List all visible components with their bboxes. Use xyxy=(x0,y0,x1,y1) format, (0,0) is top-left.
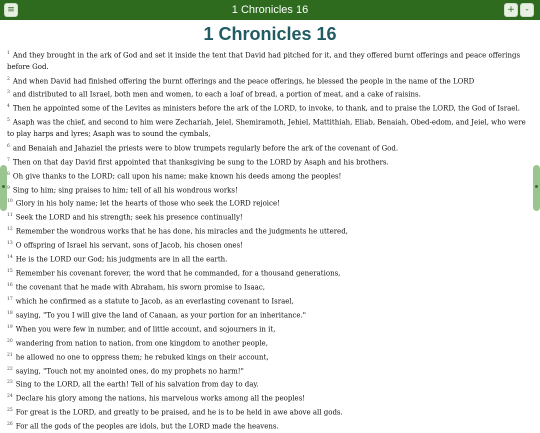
verse xyxy=(7,48,529,74)
verse-number: 3 xyxy=(7,90,10,96)
verse-text: he allowed no one to oppress them; he rebuked kings on their account, xyxy=(15,352,269,361)
chapter-heading: 1 Chronicles 16 xyxy=(203,24,337,44)
verse xyxy=(7,87,529,101)
verse xyxy=(7,280,529,294)
verse xyxy=(7,364,529,378)
verse xyxy=(7,308,529,322)
zoom-out-button[interactable]: - xyxy=(520,3,534,17)
verse xyxy=(7,155,529,169)
verse-text: He is the LORD our God; his judgments are in all the earth. xyxy=(15,255,228,264)
verse-text: When you were few in number, and of little account, and sojourners in it, xyxy=(15,325,276,334)
verse xyxy=(7,183,529,197)
verse xyxy=(7,391,529,405)
verse-number: 5 xyxy=(7,118,10,124)
verse-text: For all the gods of the peoples are idols, but the LORD made the heavens. xyxy=(15,422,279,431)
verse-number: 22 xyxy=(7,366,13,372)
verse-text: Then he appointed some of the Levites as ministers before the ark of the LORD, to invoke, to thank, and to praise the LORD, the God of Israel. xyxy=(12,104,520,113)
verse-number: 11 xyxy=(7,213,13,219)
verse-number: 14 xyxy=(7,255,13,261)
verse xyxy=(7,377,529,391)
verse xyxy=(7,196,529,210)
verse-text: Glory in his holy name; let the hearts of those who seek the LORD rejoice! xyxy=(15,199,280,208)
verse-text: Oh give thanks to the LORD; call upon his name; make known his deeds among the peoples! xyxy=(12,171,342,180)
verse-text: Remember his covenant forever, the word that he commanded, for a thousand generations, xyxy=(15,269,341,278)
verse-text: For great is the LORD, and greatly to be praised, and he is to be held in awe above all gods. xyxy=(15,408,343,417)
menu-icon[interactable]: ≡ xyxy=(4,3,18,17)
verse-text: the covenant that he made with Abraham, his sworn promise to Isaac, xyxy=(15,283,265,292)
verse-text: And when David had finished offering the burnt offerings and the peace offerings, he blessed the people in the name of the LORD xyxy=(12,76,475,85)
zoom-in-button[interactable]: + xyxy=(504,3,518,17)
verse xyxy=(7,350,529,364)
verse-text: wandering from nation to nation, from one kingdom to another people, xyxy=(15,339,268,348)
verse xyxy=(7,405,529,419)
verse-number: 25 xyxy=(7,408,13,414)
verse-number: 7 xyxy=(7,157,10,163)
verse xyxy=(7,169,529,183)
verse-number: 15 xyxy=(7,269,13,275)
verse-text: O offspring of Israel his servant, sons of Jacob, his chosen ones! xyxy=(15,241,243,250)
verse-text: saying, "To you I will give the land of Canaan, as your portion for an inheritance." xyxy=(15,311,307,320)
verse-text: saying, "Touch not my anointed ones, do my prophets no harm!" xyxy=(15,366,244,375)
verse xyxy=(7,101,529,115)
verse-text: Declare his glory among the nations, his marvelous works among all the peoples! xyxy=(15,394,306,403)
verse xyxy=(7,419,529,433)
verse-text: Remember the wondrous works that he has done, his miracles and the judgments he uttered, xyxy=(15,227,348,236)
verse-text: and Benaiah and Jahaziel the priests were to blow trumpets regularly before the ark of the covenant of God. xyxy=(12,144,399,153)
verse-text: which he confirmed as a statute to Jacob, as an everlasting covenant to Israel, xyxy=(15,297,294,306)
verse-number: 2 xyxy=(7,76,10,82)
next-chapter-handle[interactable] xyxy=(533,165,540,211)
verse-text: Sing to him; sing praises to him; tell of all his wondrous works! xyxy=(12,185,238,194)
verse xyxy=(7,322,529,336)
verse-text: and distributed to all Israel, both men and women, to each a loaf of bread, a portion of meat, and a cake of raisins. xyxy=(12,90,421,99)
verse xyxy=(7,210,529,224)
verse-number: 13 xyxy=(7,241,13,247)
verse-number: 19 xyxy=(7,324,13,330)
next-chapter-handle-icon xyxy=(535,185,538,188)
verse-number: 8 xyxy=(7,171,10,177)
verse-number: 18 xyxy=(7,310,13,316)
verse-number: 10 xyxy=(7,199,13,205)
verse-number: 4 xyxy=(7,104,10,110)
verse-number: 1 xyxy=(7,51,10,56)
verse xyxy=(7,294,529,308)
verse-number: 21 xyxy=(7,352,13,358)
verse xyxy=(7,252,529,266)
window-title: 1 Chronicles 16 xyxy=(231,4,309,16)
verse xyxy=(7,115,529,141)
verse-number: 23 xyxy=(7,380,13,386)
verse-text: Seek the LORD and his strength; seek his presence continually! xyxy=(15,213,243,222)
verse xyxy=(7,238,529,252)
verse-text: Then on that day David first appointed that thanksgiving be sung to the LORD by Asaph and his brothers. xyxy=(12,158,389,167)
verse-number: 12 xyxy=(7,227,13,233)
verse-number: 9 xyxy=(7,185,10,191)
verse-number: 16 xyxy=(7,283,13,289)
verse-number: 6 xyxy=(7,143,10,149)
previous-chapter-handle-icon xyxy=(2,185,5,188)
top-bar xyxy=(0,0,540,20)
verse xyxy=(7,266,529,280)
verse xyxy=(7,336,529,350)
verse-text: Sing to the LORD, all the earth! Tell of his salvation from day to day. xyxy=(15,380,259,389)
verse xyxy=(7,141,529,155)
verse xyxy=(7,74,529,88)
verse-number: 20 xyxy=(7,338,13,344)
verse-number: 26 xyxy=(7,422,13,428)
previous-chapter-handle[interactable] xyxy=(0,165,7,211)
verse-text: Asaph was the chief, and second to him were Zechariah, Jeiel, Shemiramoth, Jehiel, Mattithiah, Eliab, Benaiah, Obed-edom, and Jeiel, who were to play harps and lyres; Asaph was to sound the cymbals, xyxy=(7,118,526,139)
verse-number: 17 xyxy=(7,296,13,302)
verse xyxy=(7,224,529,238)
verse-number: 24 xyxy=(7,394,13,400)
verse-text: And they brought in the ark of God and set it inside the tent that David had pitched for it, and they offered burnt offerings and peace offerings before God. xyxy=(7,51,521,71)
verse-list xyxy=(7,48,529,433)
